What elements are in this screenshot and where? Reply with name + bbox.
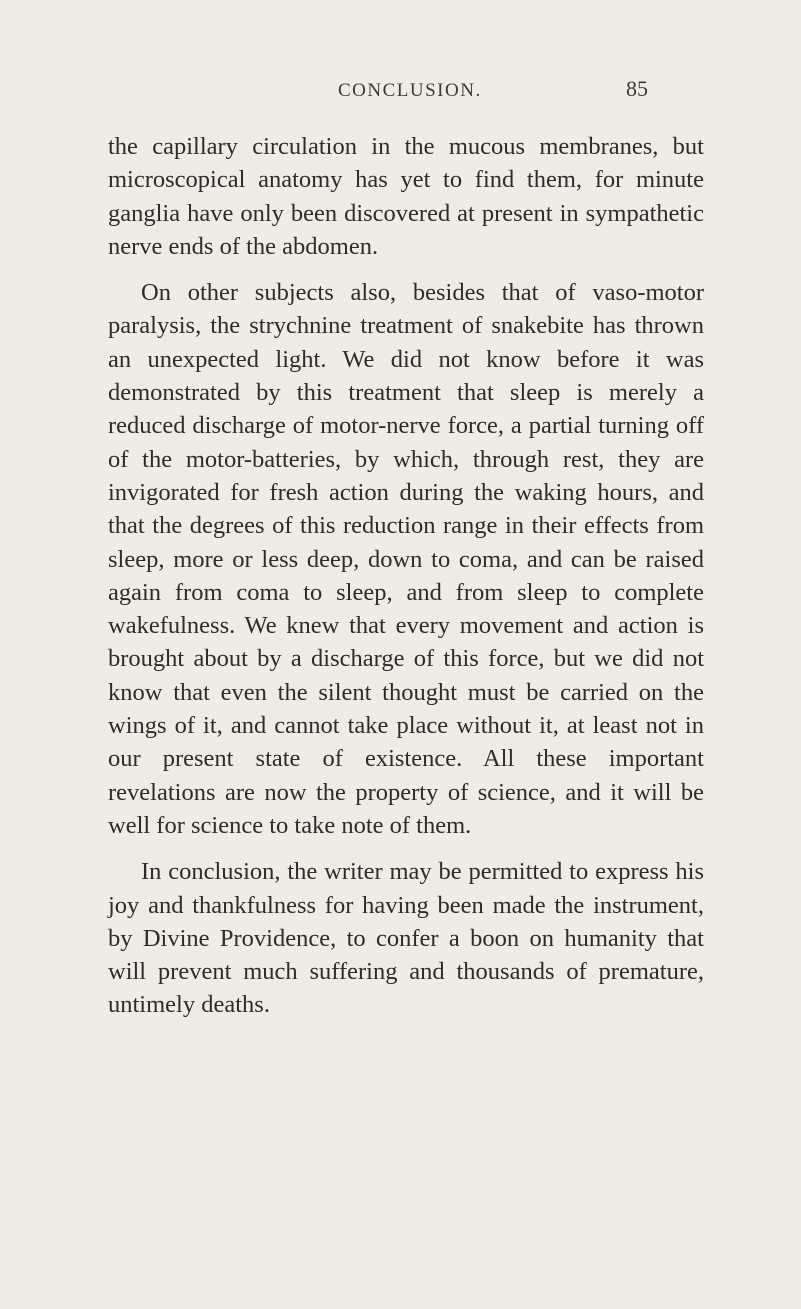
body-text — [108, 130, 704, 1022]
page-number: 85 — [626, 76, 648, 101]
running-title: CONCLUSION. — [338, 80, 482, 101]
paragraph-other-subjects: On other subjects also, besides that of vaso-motor paralysis, the strychnine treatment of snakebite has thrown an unexpected light. We did not know before it was demonstrated by this treatment that sleep is merely a reduced discharge of motor-nerve force, a partial turning off of the motor-batteries, by which, through rest, they are invigorated for fresh action during the waking hours, and that the degrees of this reduction range in their effects from sleep, more or less deep, down to coma, and can be raised again from coma to sleep, and from sleep to complete wakefulness. We knew that every movement and action is brought about by a discharge of this force, but we did not know that even the silent thought must be carried on the wings of it, and cannot take place without it, at least not in our present state of existence. All these important revelations are now the property of science, and it will be well for science to take note of them. — [108, 279, 704, 839]
running-head — [0, 72, 801, 112]
paragraph-in-conclusion: In conclusion, the writer may be permitted to express his joy and thankfulness for having been made the instrument, by Divine Providence, to confer a boon on humanity that will prevent much suffering and thousands of premature, untimely deaths. — [108, 858, 704, 1019]
paragraph-continuation: the capillary circulation in the mucous membranes, but microscopical anatomy has yet to find them, for minute ganglia have only been discovered at present in sympathetic nerve ends of the abdomen. — [108, 133, 704, 260]
